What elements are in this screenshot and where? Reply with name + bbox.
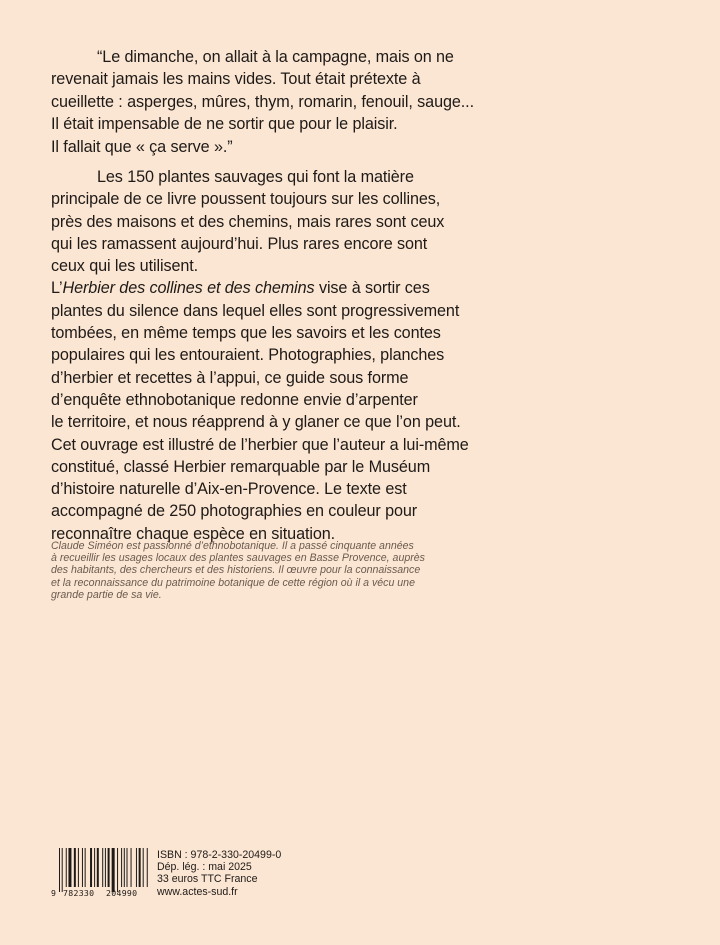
barcode-bar [97,848,99,887]
barcode-bar [108,848,110,887]
quote-line: revenait jamais les mains vides. Tout était prétexte à [51,70,421,89]
description-line: près des maisons et des chemins, mais rares sont ceux [51,212,445,231]
barcode-bar [94,848,95,887]
barcode-bar [90,848,92,887]
description-line: tombées, en même temps que les savoirs et les contes [51,324,441,343]
barcode-digit-first: 9 [51,888,57,898]
description-line: d’histoire naturelle d’Aix-en-Provence. Le texte est [51,480,407,499]
description-line: Les 150 plantes sauvages qui font la matière [97,168,414,186]
description-line: d’herbier et recettes à l’appui, ce guide sous forme [51,368,409,387]
description-line: reconnaître chaque espèce en situation. [51,524,336,543]
description-line: qui les ramassent aujourd’hui. Plus rares encore sont [51,234,428,253]
quote-line: “Le dimanche, on allait à la campagne, mais on ne [97,48,454,66]
barcode-digits-left: 782330 [63,888,95,898]
description-line: ceux qui les utilisent. [51,257,199,276]
barcode-bar [131,848,132,887]
title-suffix: vise à sortir ces [314,279,430,298]
website-link[interactable]: www.actes-sud.fr [157,885,238,898]
barcode-bar [127,848,128,887]
author-bio [51,540,451,601]
barcode-bar [147,848,148,887]
barcode-bar [68,848,71,887]
barcode-bar [117,848,118,892]
book-description [51,166,651,545]
barcode-bar [112,848,115,892]
book-title: Herbier des collines et des chemins [62,279,315,298]
description-line: populaires qui les entouraient. Photographies, planches [51,346,445,365]
barcode-bar [124,848,125,887]
barcode-bar [85,848,86,887]
bio-line: grande partie de sa vie. [51,588,162,601]
barcode-bar [139,848,141,887]
barcode-bar [136,848,137,887]
publication-info [157,849,357,898]
barcode-digits-right: 204990 [106,888,138,898]
barcode-bar [62,848,63,892]
barcode-digits [51,887,148,899]
bio-line: Claude Siméon est passionné d’ethnobotanique. Il a passé cinquante années [51,540,414,552]
description-line: accompagné de 250 photographies en couleur pour [51,502,418,521]
legal-deposit-text: Dép. lég. : mai 2025 [157,861,252,874]
description-line: plantes du silence dans lequel elles sont progressivement [51,301,460,320]
isbn-text: ISBN : 978-2-330-20499-0 [157,849,282,861]
description-line: d’enquête ethnobotanique redonne envie d’arpenter [51,390,418,409]
isbn-barcode [51,848,148,900]
barcode-bar [121,848,122,887]
barcode-bar [143,848,144,887]
description-line: le territoire, et nous réapprend à y glaner ce que l’on peut. [51,413,461,432]
barcode-bar [105,848,106,887]
barcode-bar [66,848,67,887]
barcode-bar [74,848,76,887]
description-line: Cet ouvrage est illustré de l’herbier que l’auteur a lui-même [51,435,469,454]
description-line [51,277,651,299]
bio-line: et la reconnaissance du patrimoine botanique de cette région où il a vécu une [51,576,415,589]
bio-line: des habitants, des chercheurs et des historiens. Il œuvre pour la connaissance [51,564,421,577]
quote-line: Il était impensable de ne sortir que pour le plaisir. [51,115,398,134]
price-text: 33 euros TTC France [157,873,258,886]
description-line: principale de ce livre poussent toujours sur les collines, [51,190,441,209]
title-prefix: L’ [51,279,63,298]
barcode-bar [102,848,103,887]
barcode-bar [59,848,60,892]
barcode-bars [51,848,148,892]
epigraph-quote [51,46,611,158]
barcode-bar [78,848,79,887]
description-line: constitué, classé Herbier remarquable par le Muséum [51,457,431,476]
bio-line: à recueillir les usages locaux des plantes sauvages en Basse Provence, auprès [51,552,425,565]
quote-line: cueillette : asperges, mûres, thym, romarin, fenouil, sauge... [51,92,474,111]
barcode-bar [82,848,83,887]
quote-line: Il fallait que « ça serve ».” [51,137,233,156]
